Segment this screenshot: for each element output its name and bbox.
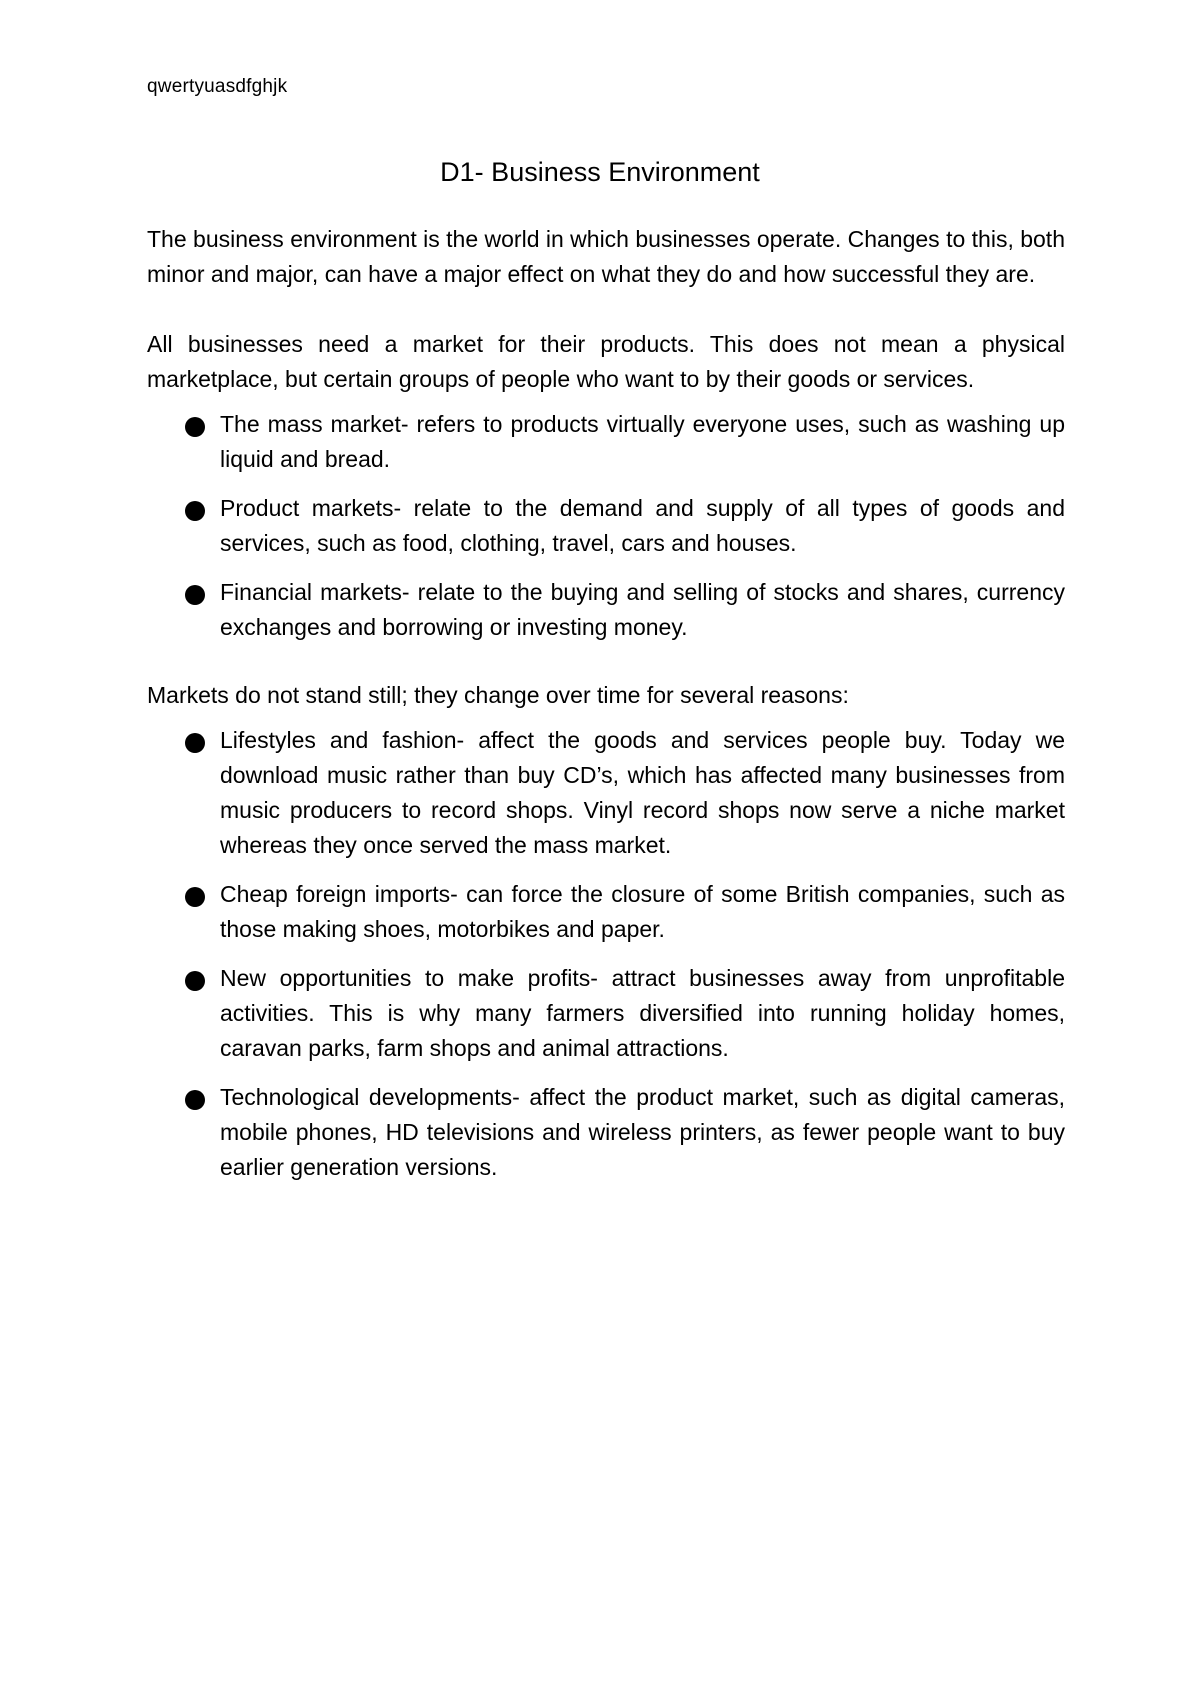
bullet-icon: [185, 585, 205, 605]
list-item-text: Technological developments- affect the product market, such as digital cameras, mobile phones, HD televisions and wireless printers, as fewer people want to buy earlier generation versions.: [220, 1084, 1065, 1180]
intro-paragraph: The business environment is the world in which businesses operate. Changes to this, both minor and major, can have a major effect on what they do and how successful they are.: [147, 226, 1065, 287]
bullet-icon: [185, 417, 205, 437]
change-paragraph: Markets do not stand still; they change over time for several reasons:: [147, 682, 849, 708]
list-item-text: Lifestyles and fashion- affect the goods and services people buy. Today we download music rather than buy CD’s, which has affected many businesses from music producers to record shops. Vinyl record shops now serve a niche market whereas they once served the mass market.: [220, 727, 1065, 858]
page-header-text: qwertyuasdfghjk: [147, 76, 288, 97]
market-types-list: [147, 407, 1065, 645]
bullet-icon: [185, 501, 205, 521]
document-body: [147, 222, 1065, 1199]
list-item-text: Financial markets- relate to the buying and selling of stocks and shares, currency exchanges and borrowing or investing money.: [220, 579, 1065, 640]
list-item: [147, 1080, 1065, 1185]
list-item-text: Product markets- relate to the demand and supply of all types of goods and services, such as food, clothing, travel, cars and houses.: [220, 495, 1065, 556]
document-title: D1- Business Environment: [440, 157, 760, 187]
list-item: [147, 407, 1065, 477]
bullet-icon: [185, 733, 205, 753]
bullet-icon: [185, 887, 205, 907]
bullet-icon: [185, 971, 205, 991]
list-item-text: New opportunities to make profits- attract businesses away from unprofitable activities. This is why many farmers diversified into running holiday homes, caravan parks, farm shops and animal attractions.: [220, 965, 1065, 1061]
list-item: [147, 877, 1065, 947]
list-item: [147, 491, 1065, 561]
markets-paragraph: All businesses need a market for their products. This does not mean a physical marketplace, but certain groups of people who want to by their goods or services.: [147, 331, 1065, 392]
list-item-text: Cheap foreign imports- can force the closure of some British companies, such as those making shoes, motorbikes and paper.: [220, 881, 1065, 942]
list-item: [147, 723, 1065, 863]
list-item: [147, 575, 1065, 645]
change-reasons-list: [147, 723, 1065, 1185]
bullet-icon: [185, 1090, 205, 1110]
list-item: [147, 961, 1065, 1066]
list-item-text: The mass market- refers to products virtually everyone uses, such as washing up liquid and bread.: [220, 411, 1065, 472]
